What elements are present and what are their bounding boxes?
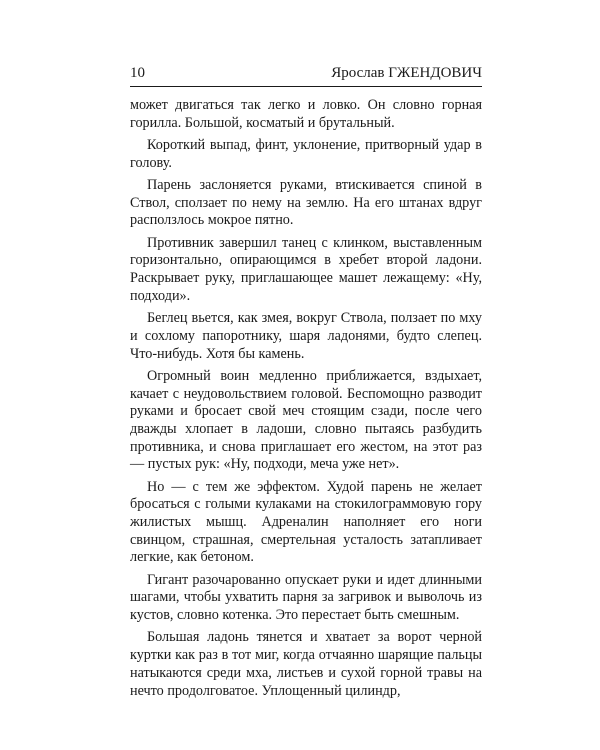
running-header — [130, 63, 482, 83]
paragraph: может двигаться так легко и ловко. Он словно горная горилла. Большой, косматый и брутальный. — [130, 97, 482, 131]
paragraph: Но — с тем же эффектом. Худой парень не желает бросаться с голыми кулаками на стокилограммовую гору жилистых мышц. Адреналин наполняет его ноги свинцом, страшная, смертельная усталость затапливает легкие, как бетоном. — [130, 478, 482, 566]
paragraph: Большая ладонь тянется и хватает за ворот черной куртки как раз в тот миг, когда отчаянно шарящие пальцы натыкаются среди мха, листьев и сухой горной травы на нечто продолговатое. Уплощенный цилиндр, — [130, 629, 482, 699]
header-rule — [130, 86, 482, 87]
page-number: 10 — [130, 65, 145, 81]
paragraph: Короткий выпад, финт, уклонение, притворный удар в голову. — [130, 137, 482, 171]
running-head-author: Ярослав ГЖЕНДОВИЧ — [331, 65, 482, 81]
paragraph: Парень заслоняется руками, втискивается спиной в Ствол, сползает по нему на землю. На его штанах вдруг расползлось мокрое пятно. — [130, 177, 482, 229]
paragraph: Огромный воин медленно приближается, вздыхает, качает с неудовольствием головой. Беспомощно разводит руками и бросает свой меч стоящим сзади, после чего дважды хлопает в ладоши, словно пытаясь разбудить противника, и снова приглашает его жестом, на этот раз — пустых рук: «Ну, подходи, меча уже нет». — [130, 367, 482, 473]
body-text — [130, 97, 482, 705]
paragraph: Беглец вьется, как змея, вокруг Ствола, ползает по мху и сохлому папоротнику, шаря ладонями, будто слепец. Что-нибудь. Хотя бы камень. — [130, 310, 482, 362]
paragraph: Гигант разочарованно опускает руки и идет длинными шагами, чтобы ухватить парня за загривок и выволочь из кустов, словно котенка. Это перестает быть смешным. — [130, 571, 482, 624]
paragraph: Противник завершил танец с клинком, выставленным горизонтально, опирающимся в хребет второй ладони. Раскрывает руку, приглашающее машет лежащему: «Ну, подходи». — [130, 234, 482, 304]
